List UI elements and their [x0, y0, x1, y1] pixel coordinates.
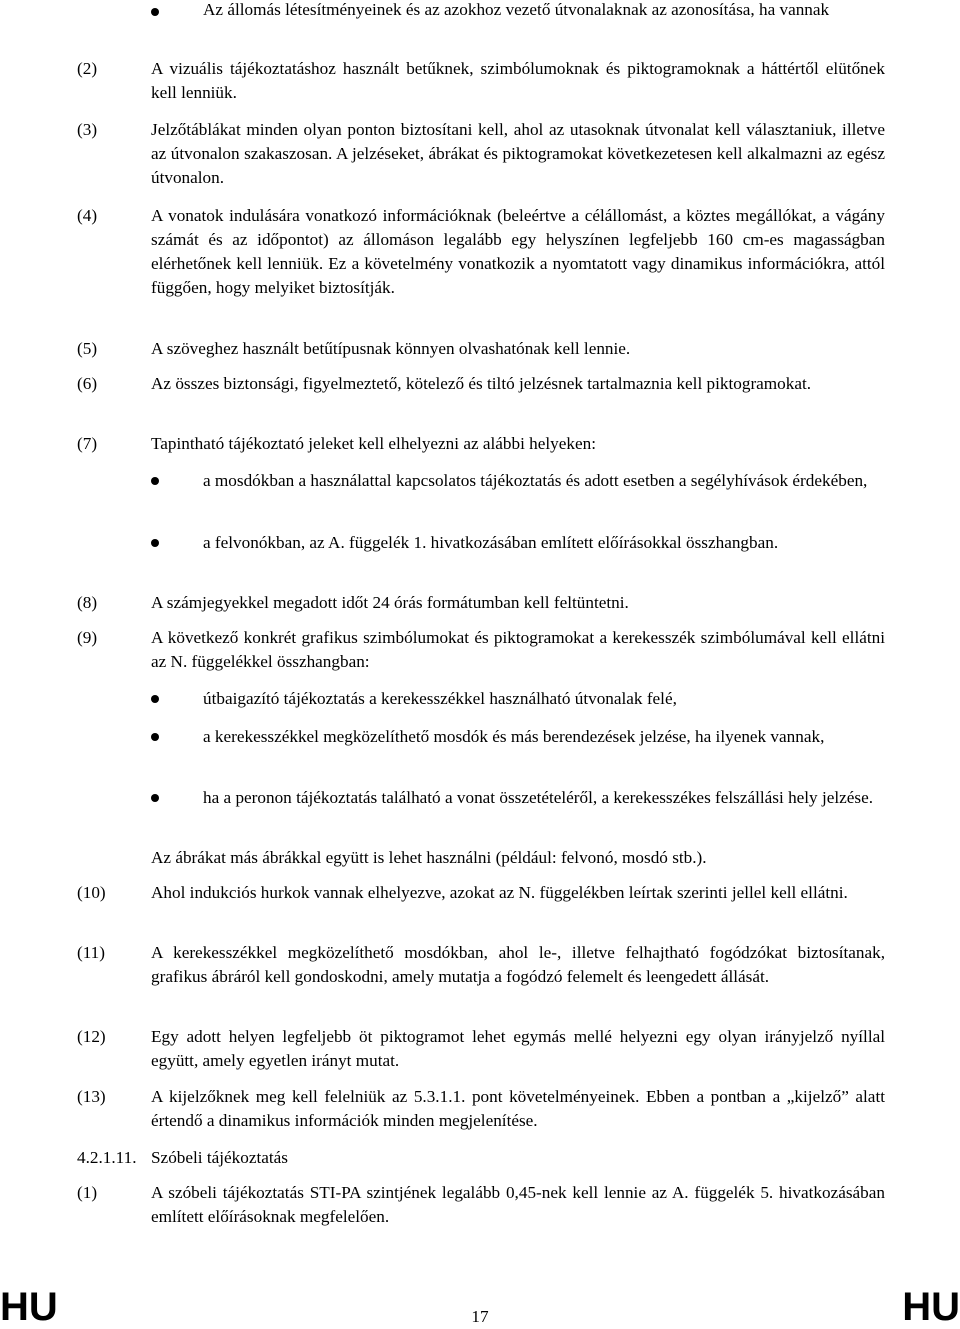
paragraph-text: A vonatok indulására vonatkozó információknak (beleértve a célállomást, a köztes megállókat, a vágány számát és az időpontot) az állomáson legalább egy helyszínen legfeljebb 160 cm-es magasságban elérhetőnek kell lenniük. Ez a követelmény vonatkozik a nyomtatott vagy dinamikus információkra, attól függően, hogy melyiket biztosítják. — [151, 206, 885, 297]
bullet-dot — [151, 8, 159, 16]
bullet-dot — [151, 477, 159, 485]
paragraph-text: A szóbeli tájékoztatás STI-PA szintjének legalább 0,45-nek kell lennie az A. függelék 5. hivatkozásában említett előírásoknak megfelelően. — [151, 1183, 885, 1226]
bullet-text: a kerekesszékkel megközelíthető mosdók és más berendezések jelzése, ha ilyenek vannak, — [203, 727, 825, 746]
paragraph-text: Ahol indukciós hurkok vannak elhelyezve, azokat az N. függelékben leírtak szerinti jellel kell ellátni. — [151, 883, 848, 902]
paragraph-text: A szöveghez használt betűtípusnak könnyen olvashatónak kell lennie. — [151, 339, 631, 358]
bullet-dot — [151, 695, 159, 703]
paragraph-number: (4) — [77, 206, 98, 225]
paragraph-number: (3) — [77, 120, 98, 139]
paragraph-text: Tapintható tájékoztató jeleket kell elhelyezni az alábbi helyeken: — [151, 434, 596, 453]
paragraph-text: Jelzőtáblákat minden olyan ponton biztosítani kell, ahol az utasoknak útvonalat kell választaniuk, illetve az útvonalon szakaszosan. A jelzéseket, ábrákat és piktogramokat következetesen kell alkalmazni az egész útvonalon. — [151, 120, 885, 187]
footer-language-left: HU — [0, 1285, 58, 1329]
bullet-dot — [151, 794, 159, 802]
bullet-text: a felvonókban, az A. függelék 1. hivatkozásában említett előírásokkal összhangban. — [203, 533, 779, 552]
bullet-dot — [151, 539, 159, 547]
paragraph-number: (9) — [77, 628, 98, 647]
bullet-text: ha a peronon tájékoztatás található a vonat összetételéről, a kerekesszékes felszállási hely jelzése. — [203, 788, 874, 807]
bullet-dot — [151, 733, 159, 741]
paragraph-number: (2) — [77, 59, 98, 78]
bullet-text: a mosdókban a használattal kapcsolatos tájékoztatás és adott esetben a segélyhívások érdekében, — [203, 471, 868, 490]
paragraph-text: Az ábrákat más ábrákkal együtt is lehet használni (például: felvonó, mosdó stb.). — [151, 848, 707, 867]
paragraph-number: (11) — [77, 943, 105, 962]
paragraph-text: A következő konkrét grafikus szimbólumokat és piktogramokat a kerekesszék szimbólumával kell ellátni az N. függelékkel összhangban: — [151, 628, 885, 671]
paragraph-text: A kijelzőknek meg kell felelniük az 5.3.1.1. pont követelményeinek. Ebben a pontban a „kijelző” alatt értendő a dinamikus információk minden megjelenítése. — [151, 1087, 885, 1130]
page-number: 17 — [471, 1307, 489, 1326]
paragraph-number: (5) — [77, 339, 98, 358]
paragraph-number: (12) — [77, 1027, 106, 1046]
paragraph-text: A vizuális tájékoztatáshoz használt betűknek, szimbólumoknak és piktogramoknak a háttértől elütőnek kell lenniük. — [151, 59, 885, 102]
paragraph-number: (10) — [77, 883, 106, 902]
bullet-text: útbaigazító tájékoztatás a kerekesszékkel használható útvonalak felé, — [203, 689, 677, 708]
footer-language-right: HU — [902, 1285, 960, 1329]
paragraph-number: (6) — [77, 374, 98, 393]
paragraph-text: A számjegyekkel megadott időt 24 órás formátumban kell feltüntetni. — [151, 593, 629, 612]
paragraph-number: (7) — [77, 434, 98, 453]
paragraph-number: (8) — [77, 593, 98, 612]
paragraph-number: (1) — [77, 1183, 98, 1202]
paragraph-number: (13) — [77, 1087, 106, 1106]
paragraph-text: Az összes biztonsági, figyelmeztető, kötelező és tiltó jelzésnek tartalmaznia kell piktogramokat. — [151, 374, 812, 393]
paragraph-text: Egy adott helyen legfeljebb öt piktogramot lehet egymás mellé helyezni egy olyan irányjelző nyíllal együtt, amely egyetlen irányt mutat. — [151, 1027, 885, 1070]
section-number: 4.2.1.11. — [77, 1148, 137, 1167]
section-title: Szóbeli tájékoztatás — [151, 1148, 288, 1167]
bullet-text: Az állomás létesítményeinek és az azokhoz vezető útvonalaknak az azonosítása, ha vannak — [203, 0, 830, 19]
paragraph-text: A kerekesszékkel megközelíthető mosdókban, ahol le-, illetve felhajtható fogódzókat biztosítanak, grafikus ábráról kell gondoskodni, amely mutatja a fogódzó felemelt és leengedett állását. — [151, 943, 885, 986]
